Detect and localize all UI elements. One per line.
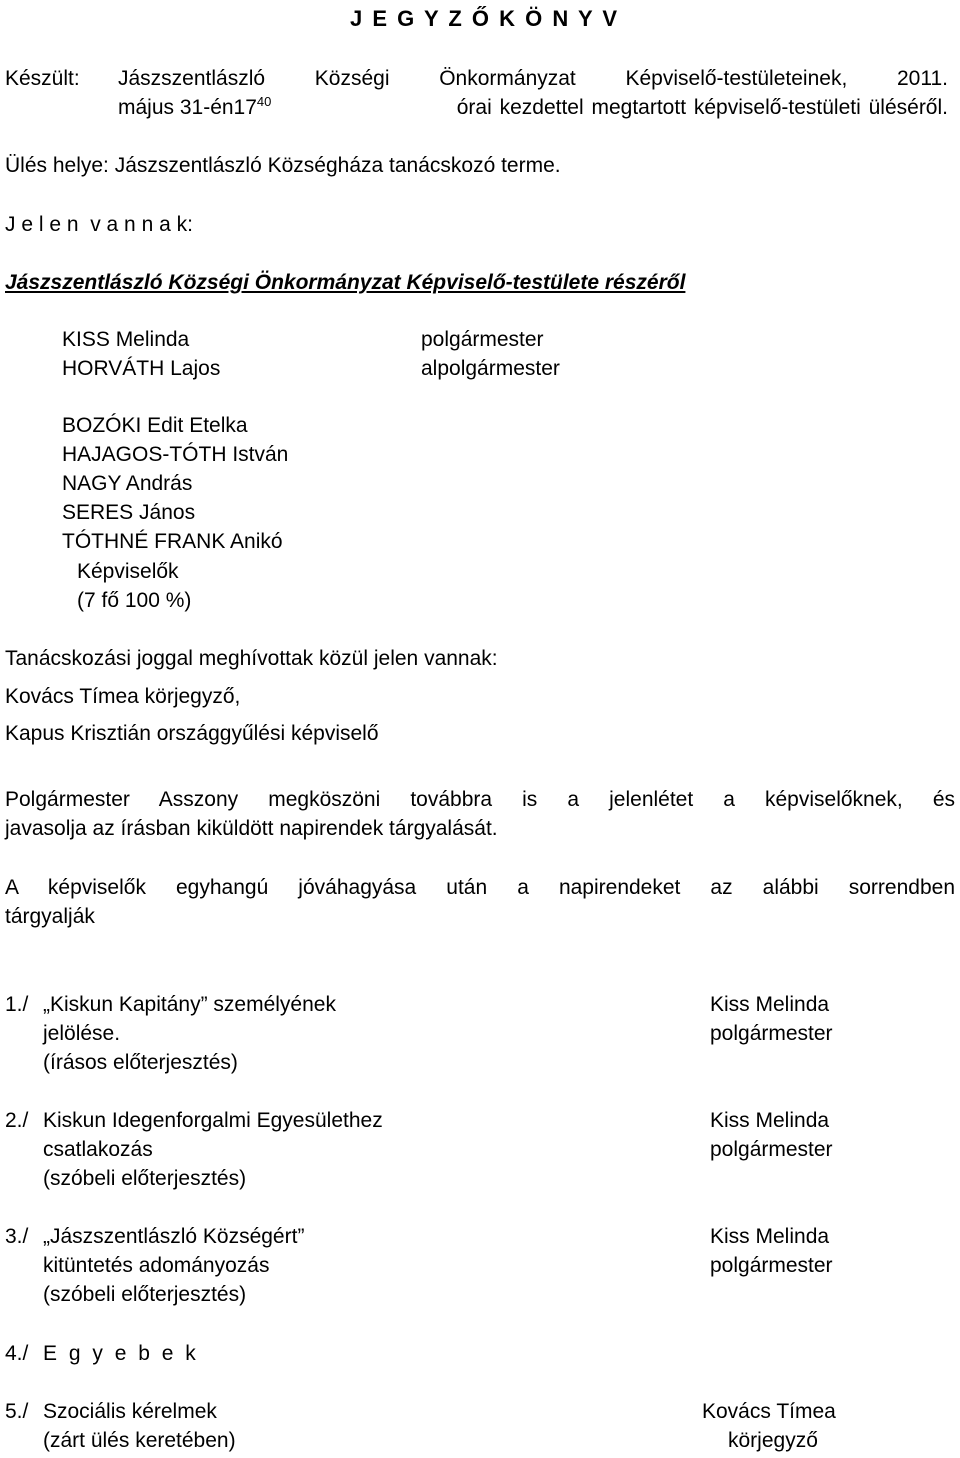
agenda-text: kitüntetés adományozás <box>43 1254 270 1277</box>
agenda-text: „Jászszentlászló Községért” <box>43 1225 305 1248</box>
agenda-text: (írásos előterjesztés) <box>43 1051 238 1074</box>
invited-person: Kovács Tímea körjegyző, <box>5 685 241 708</box>
paragraph-1-line-1: Polgármester Asszony megköszöni továbbra is a jelenlétet a képviselőknek, és <box>5 788 955 811</box>
members-label: Képviselők <box>77 560 179 583</box>
jelen-vannak-heading: J e l e n v a n n a k: <box>5 213 193 236</box>
agenda-presenter: Kiss Melinda <box>710 1225 830 1248</box>
agenda-text: (szóbeli előterjesztés) <box>43 1167 247 1190</box>
invited-heading: Tanácskozási joggal meghívottak közül jelen vannak: <box>5 647 498 670</box>
document-title: J E G Y Z Ő K Ö N Y V <box>350 6 620 31</box>
agenda-number: 4./ <box>5 1342 29 1365</box>
agenda-text: Szociális kérelmek <box>43 1400 217 1423</box>
agenda-presenter-role: polgármester <box>710 1254 833 1277</box>
paragraph-1-line-2: javasolja az írásban kiküldött napirendek tárgyalását. <box>5 817 498 840</box>
invited-person: Kapus Krisztián országgyűlési képviselő <box>5 722 379 745</box>
agenda-presenter-role: körjegyző <box>728 1429 818 1452</box>
leader-role: polgármester <box>421 328 544 351</box>
leader-role: alpolgármester <box>421 357 560 380</box>
paragraph-2-line-2: tárgyalják <box>5 905 95 928</box>
member-name: BOZÓKI Edit Etelka <box>62 414 248 437</box>
agenda-presenter-role: polgármester <box>710 1138 833 1161</box>
agenda-text: jelölése. <box>43 1022 121 1045</box>
paragraph-2-line-1: A képviselők egyhangú jóváhagyása után a napirendeket az alábbi sorrendben <box>5 876 955 899</box>
agenda-number: 1./ <box>5 993 29 1016</box>
testulet-heading: Jászszentlászló Községi Önkormányzat Képviselő-testülete részéről <box>5 271 686 294</box>
agenda-presenter: Kiss Melinda <box>710 1109 830 1132</box>
member-name: HAJAGOS-TÓTH István <box>62 443 289 466</box>
agenda-number: 5./ <box>5 1400 29 1423</box>
keszult-line-2-part-a: május $31-én17^{40}$ <box>118 94 272 119</box>
agenda-number: 2./ <box>5 1109 29 1132</box>
keszult-line-1: Jászszentlászló Községi Önkormányzat Képviselő-testületeinek, 2011. <box>118 67 948 90</box>
member-name: NAGY András <box>62 472 193 495</box>
agenda-text: „Kiskun Kapitány” személyének <box>43 993 336 1016</box>
ules-helye: Ülés helye: Jászszentlászló Községháza tanácskozó terme. <box>5 154 561 177</box>
leader-name: KISS Melinda <box>62 328 190 351</box>
agenda-presenter: Kiss Melinda <box>710 993 830 1016</box>
agenda-text: (zárt ülés keretében) <box>43 1429 236 1452</box>
leader-name: HORVÁTH Lajos <box>62 357 221 380</box>
agenda-number: 3./ <box>5 1225 29 1248</box>
agenda-text: csatlakozás <box>43 1138 153 1161</box>
keszult-line-2 <box>118 93 948 122</box>
keszult-label: Készült: <box>5 67 80 90</box>
agenda-presenter-role: polgármester <box>710 1022 833 1045</box>
agenda-presenter: Kovács Tímea <box>702 1400 836 1423</box>
keszult-line-2-part-b: órai kezdettel megtartott képviselő-testületi üléséről. <box>456 96 948 119</box>
agenda-text: (szóbeli előterjesztés) <box>43 1283 247 1306</box>
members-count: (7 fő 100 %) <box>77 589 192 612</box>
agenda-text: E g y e b e k <box>43 1342 199 1365</box>
agenda-text: Kiskun Idegenforgalmi Egyesülethez <box>43 1109 383 1132</box>
member-name: TÓTHNÉ FRANK Anikó <box>62 530 283 553</box>
member-name: SERES János <box>62 501 196 524</box>
